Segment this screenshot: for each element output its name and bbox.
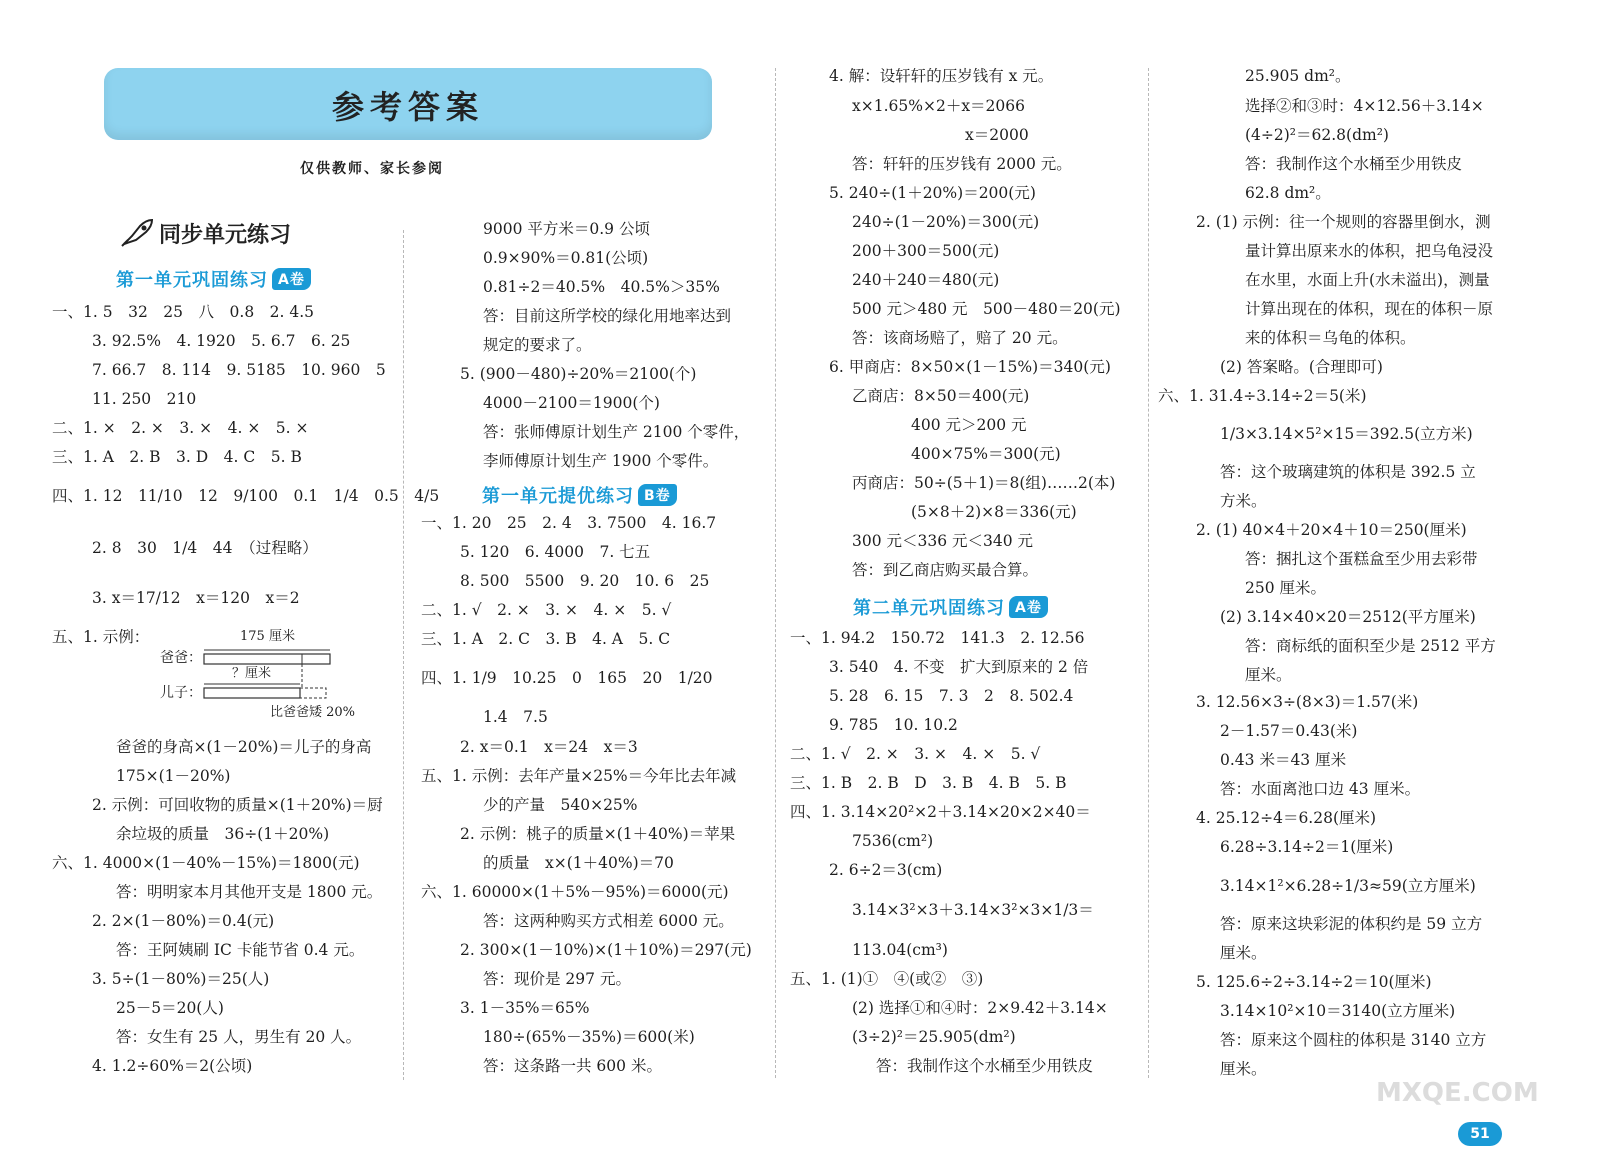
answer-line: 400×75%＝300(元) [911, 445, 1061, 463]
answer-line: 答：轩轩的压岁钱有 2000 元。 [852, 155, 1072, 173]
answer-line: 方米。 [1220, 492, 1267, 510]
answer-line: 在水里，水面上升(水未溢出)，测量 [1245, 271, 1490, 289]
diagram-label: ？厘米 [232, 666, 272, 681]
answer-line: 计算出现在的体积，现在的体积－原 [1245, 300, 1494, 318]
answer-line: 240÷(1－20%)＝300(元) [852, 213, 1040, 231]
diagram-label: 比爸爸矮 20% [270, 705, 356, 720]
column-divider [775, 68, 776, 1078]
answer-line: 量计算出原来水的体积，把乌龟浸没 [1245, 242, 1494, 260]
answer-line: 113.04(cm³) [852, 941, 948, 959]
answer-line: (5×8＋2)×8＝336(元) [911, 503, 1077, 521]
title-banner [104, 68, 712, 140]
answer-line: 2－1.57＝0.43(米) [1220, 722, 1358, 740]
answer-line: 五、1. 示例： [52, 628, 150, 646]
answer-line: 答：原来这块彩泥的体积约是 59 立方 [1220, 915, 1483, 933]
answer-line: 3. 92.5% 4. 1920 5. 6.7 6. 25 [92, 332, 351, 350]
answer-line: 答：王阿姨刷 IC 卡能节省 0.4 元。 [116, 941, 365, 959]
answer-line: 180÷(65%－35%)＝600(米) [483, 1028, 695, 1046]
answer-line: 500 元＞480 元 500－480＝20(元) [852, 300, 1121, 318]
answer-line: 9000 平方米＝0.9 公顷 [483, 220, 650, 238]
answer-line: 0.43 米＝43 厘米 [1220, 751, 1347, 769]
answer-line: 答：捆扎这个蛋糕盒至少用去彩带 [1245, 550, 1478, 568]
answer-line: 7536(cm²) [852, 832, 934, 850]
answer-line: 3.14×10²×10＝3140(立方厘米) [1220, 1002, 1456, 1020]
answer-line: 300 元＜336 元＜340 元 [852, 532, 1034, 550]
answer-line: 一、1. 20 25 2. 4 3. 7500 4. 16.7 [421, 514, 717, 532]
unit-heading [853, 594, 1048, 620]
section-heading [120, 218, 291, 249]
answer-line: 答：该商场赔了，赔了 20 元。 [852, 329, 1068, 347]
diagram-label: 175 厘米 [240, 629, 295, 644]
answer-line: 六、1. 60000×(1＋5%－95%)＝6000(元) [421, 883, 729, 901]
answer-line: (3÷2)²＝25.905(dm²) [852, 1028, 1016, 1046]
answer-line: 25.905 dm²。 [1245, 67, 1351, 85]
answer-line: 余垃圾的质量 36÷(1＋20%) [116, 825, 330, 843]
answer-line: 三、1. B 2. B D 3. B 4. B 5. B [790, 774, 1067, 792]
unit-badge: A卷 [1009, 596, 1048, 618]
unit-title: 第一单元提优练习 [482, 486, 634, 507]
answer-line: 答：原来这个圆柱的体积是 3140 立方 [1220, 1031, 1487, 1049]
answer-line: 2. 示例：桃子的质量×(1＋40%)＝苹果 [460, 825, 736, 843]
answer-line: 3. x＝17/12 x＝120 x＝2 [92, 589, 300, 607]
answer-line: 答：张师傅原计划生产 2100 个零件， [483, 423, 750, 441]
answer-line: 来的体积＝乌龟的体积。 [1245, 329, 1416, 347]
answer-line: 6.28÷3.14÷2＝1(厘米) [1220, 838, 1394, 856]
answer-line: 4. 25.12÷4＝6.28(厘米) [1196, 809, 1377, 827]
answer-line: 400 元＞200 元 [911, 416, 1027, 434]
unit-badge: B卷 [638, 484, 677, 506]
answer-line: 6. 甲商店：8×50×(1－15%)＝340(元) [829, 358, 1111, 376]
answer-line: 240＋240＝480(元) [852, 271, 1000, 289]
answer-line: 答：商标纸的面积至少是 2512 平方 [1245, 637, 1496, 655]
diagram-label: 儿子： [160, 685, 202, 701]
answer-line: 四、1. 12 11/10 12 9/100 0.1 1/4 0.5 4/5 [52, 487, 440, 505]
answer-line: 2. 2×(1－80%)＝0.4(元) [92, 912, 275, 930]
answer-line: 5. 125.6÷2÷3.14÷2＝10(厘米) [1196, 973, 1432, 991]
watermark: MXQE.COM [1376, 1078, 1539, 1108]
answer-line: 2. (1) 40×4＋20×4＋10＝250(厘米) [1196, 521, 1467, 539]
answer-line: 250 厘米。 [1245, 579, 1327, 597]
answer-line: 三、1. A 2. C 3. B 4. A 5. C [421, 630, 671, 648]
answer-line: 3. 540 4. 不变 扩大到原来的 2 倍 [829, 658, 1089, 676]
answer-line: 2. x＝0.1 x＝24 x＝3 [460, 738, 638, 756]
answer-line: 二、1. × 2. × 3. × 4. × 5. × [52, 419, 309, 437]
diagram-label: 爸爸： [160, 650, 202, 666]
answer-line: 二、1. √ 2. × 3. × 4. × 5. √ [790, 745, 1041, 763]
answer-line: 4. 解：设轩轩的压岁钱有 x 元。 [829, 67, 1054, 85]
unit-title: 第二单元巩固练习 [853, 598, 1005, 619]
section-title: 同步单元练习 [158, 223, 291, 248]
answer-line: 答：我制作这个水桶至少用铁皮 [1245, 155, 1463, 173]
answer-line: (4÷2)²＝62.8(dm²) [1245, 126, 1389, 144]
answer-line: (2) 选择①和④时：2×9.42＋3.14× [852, 999, 1108, 1017]
unit-heading [482, 482, 677, 508]
answer-line: 一、1. 5 32 25 八 0.8 2. 4.5 [52, 303, 315, 321]
answer-line: 8. 500 5500 9. 20 10. 6 25 [460, 572, 710, 590]
answer-line: 李师傅原计划生产 1900 个零件。 [483, 452, 719, 470]
answer-line: 62.8 dm²。 [1245, 184, 1331, 202]
answer-line: 六、1. 31.4÷3.14÷2＝5(米) [1158, 387, 1367, 405]
answer-line: 四、1. 3.14×20²×2＋3.14×20×2×40＝ [790, 803, 1091, 821]
unit-heading [116, 266, 311, 292]
page-number: 51 [1458, 1122, 1502, 1146]
answer-line: 3.14×3²×3＋3.14×3²×3×1/3＝ [852, 901, 1094, 919]
answer-line: 25－5＝20(人) [116, 999, 224, 1017]
answer-line: 答：水面离池口边 43 厘米。 [1220, 780, 1421, 798]
answer-line: 5. 120 6. 4000 7. 七五 [460, 543, 651, 561]
answer-line: 2. 300×(1－10%)×(1＋10%)＝297(元) [460, 941, 752, 959]
answer-line: 六、1. 4000×(1－40%－15%)＝1800(元) [52, 854, 360, 872]
answer-line: 0.81÷2＝40.5% 40.5%＞35% [483, 278, 720, 296]
answer-line: 丙商店：50÷(5＋1)＝8(组)……2(本) [852, 474, 1116, 492]
answer-line: 厘米。 [1245, 666, 1292, 684]
answer-line: 答：女生有 25 人，男生有 20 人。 [116, 1028, 362, 1046]
answer-line: 11. 250 210 [92, 390, 197, 408]
answer-line: 三、1. A 2. B 3. D 4. C 5. B [52, 448, 302, 466]
page-title: 参考答案 [331, 88, 484, 126]
unit-title: 第一单元巩固练习 [116, 270, 268, 291]
answer-line: 一、1. 94.2 150.72 141.3 2. 12.56 [790, 629, 1085, 647]
answer-line: (2) 3.14×40×20＝2512(平方厘米) [1220, 608, 1476, 626]
answer-line: 3.14×1²×6.28÷1/3≈59(立方厘米) [1220, 877, 1476, 895]
answer-line: 五、1. (1)① ④(或② ③) [790, 970, 984, 988]
answer-line: 答：现价是 297 元。 [483, 970, 631, 988]
answer-line: 7. 66.7 8. 114 9. 5185 10. 960 5 [92, 361, 386, 379]
answer-line: 五、1. 示例：去年产量×25%＝今年比去年减 [421, 767, 737, 785]
subtitle: 仅供教师、家长参阅 [300, 161, 444, 177]
answer-line: 5. 240÷(1＋20%)＝200(元) [829, 184, 1036, 202]
answer-line: x＝2000 [965, 126, 1029, 144]
answer-line: 2. (1) 示例：往一个规则的容器里倒水，测 [1196, 213, 1491, 231]
answer-line: 1.4 7.5 [483, 708, 548, 726]
answer-line: 厘米。 [1220, 944, 1267, 962]
column-divider [1148, 68, 1149, 1078]
answer-line: 厘米。 [1220, 1060, 1267, 1078]
answer-line: 5. 28 6. 15 7. 3 2 8. 502.4 [829, 687, 1074, 705]
answer-line: 4. 1.2÷60%＝2(公顷) [92, 1057, 253, 1075]
answer-line: x×1.65%×2＋x＝2066 [852, 97, 1026, 115]
answer-line: 的质量 x×(1＋40%)＝70 [483, 854, 674, 872]
answer-line: 200＋300＝500(元) [852, 242, 1000, 260]
answer-line: 1/3×3.14×5²×15＝392.5(立方米) [1220, 425, 1473, 443]
answer-line: 3. 1－35%＝65% [460, 999, 590, 1017]
answer-line: 答：我制作这个水桶至少用铁皮 [876, 1057, 1094, 1075]
answer-line: 爸爸的身高×(1－20%)＝儿子的身高 [116, 738, 372, 756]
answer-line: 9. 785 10. 10.2 [829, 716, 958, 734]
answer-line: 2. 8 30 1/4 44 （过程略） [92, 539, 318, 557]
answer-line: 175×(1－20%) [116, 767, 231, 785]
answer-line: 规定的要求了。 [483, 336, 592, 354]
answer-line: 答：这条路一共 600 米。 [483, 1057, 662, 1075]
answer-line: 5. (900－480)÷20%＝2100(个) [460, 365, 697, 383]
answer-line: 乙商店：8×50＝400(元) [852, 387, 1030, 405]
unit-badge: A卷 [272, 268, 311, 290]
answer-line: 3. 5÷(1－80%)＝25(人) [92, 970, 270, 988]
answer-line: 答：目前这所学校的绿化用地率达到 [483, 307, 732, 325]
answer-line: (2) 答案略。(合理即可) [1220, 358, 1383, 376]
answer-line: 0.9×90%＝0.81(公顷) [483, 249, 649, 267]
column-divider [403, 230, 404, 1080]
rocket-icon [120, 218, 154, 248]
answer-line: 答：明明家本月其他开支是 1800 元。 [116, 883, 383, 901]
answer-line: 2. 示例：可回收物的质量×(1＋20%)＝厨 [92, 796, 383, 814]
answer-line: 选择②和③时：4×12.56＋3.14× [1245, 97, 1484, 115]
answer-line: 答：这个玻璃建筑的体积是 392.5 立 [1220, 463, 1476, 481]
answer-line: 答：到乙商店购买最合算。 [852, 561, 1039, 579]
answer-line: 四、1. 1/9 10.25 0 165 20 1/20 [421, 669, 713, 687]
answer-line: 3. 12.56×3÷(8×3)＝1.57(米) [1196, 693, 1419, 711]
answer-line: 少的产量 540×25% [483, 796, 638, 814]
answer-line: 二、1. √ 2. × 3. × 4. × 5. √ [421, 601, 672, 619]
answer-line: 4000－2100＝1900(个) [483, 394, 660, 412]
answer-line: 答：这两种购买方式相差 6000 元。 [483, 912, 734, 930]
answer-line: 2. 6÷2＝3(cm) [829, 861, 943, 879]
